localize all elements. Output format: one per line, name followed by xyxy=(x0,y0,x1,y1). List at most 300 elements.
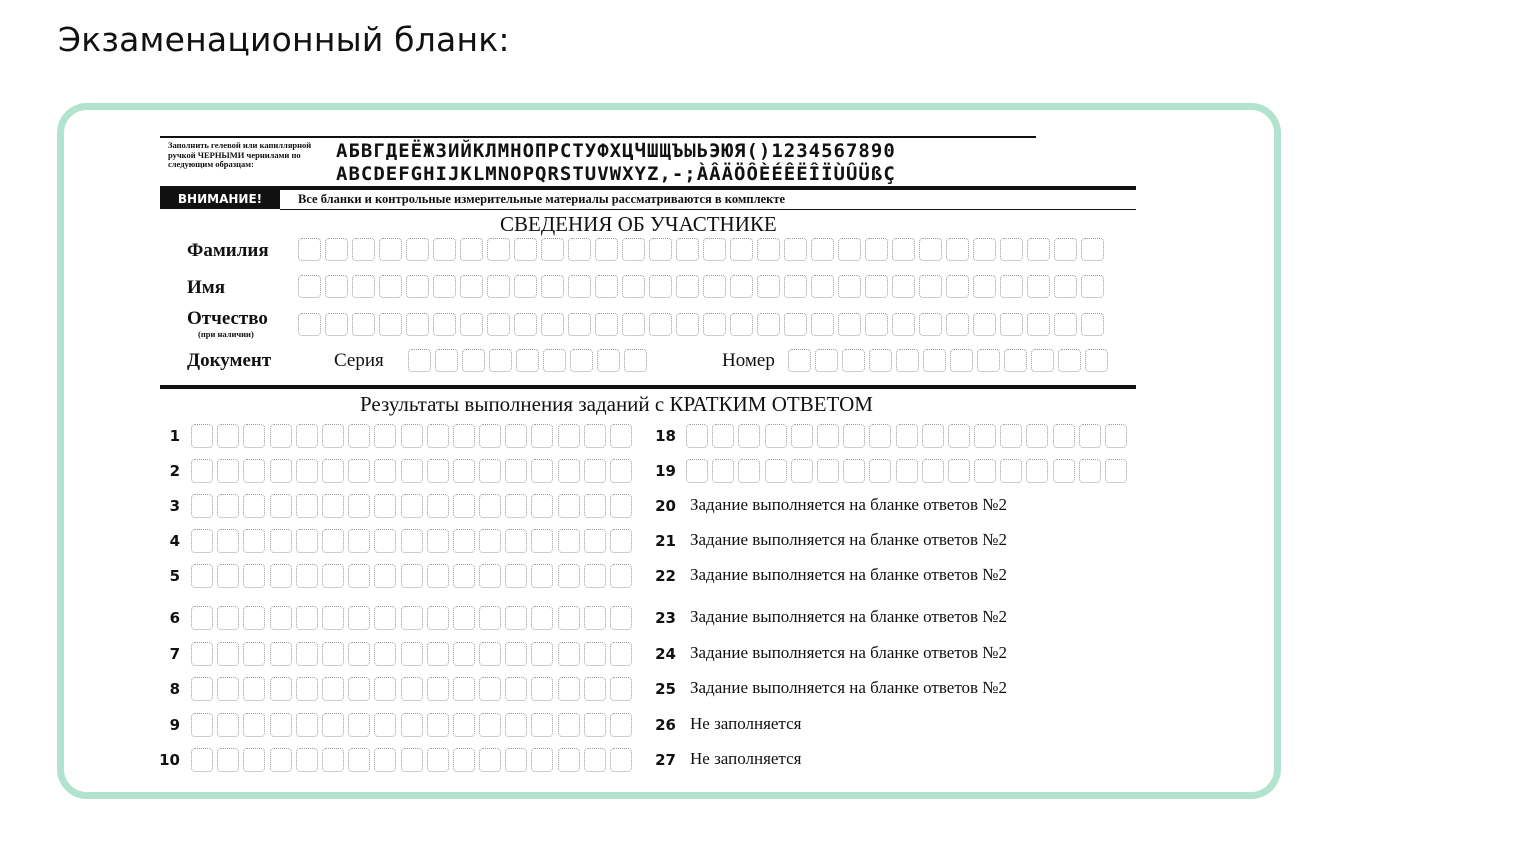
answer-cell[interactable] xyxy=(505,713,527,737)
answer-cell[interactable] xyxy=(479,459,501,483)
answer-cell[interactable] xyxy=(296,642,318,666)
letter-cell[interactable] xyxy=(487,275,510,298)
answer-cell[interactable] xyxy=(348,494,370,518)
answer-cell[interactable] xyxy=(531,529,553,553)
letter-cell[interactable] xyxy=(973,275,996,298)
answer-cell[interactable] xyxy=(217,459,239,483)
answer-cell[interactable] xyxy=(191,424,213,448)
letter-cell[interactable] xyxy=(649,238,672,261)
answer-cell[interactable] xyxy=(817,424,839,448)
answer-cell[interactable] xyxy=(374,459,396,483)
answer-cell[interactable] xyxy=(479,748,501,772)
answer-field[interactable] xyxy=(191,494,636,518)
letter-cell[interactable] xyxy=(649,313,672,336)
answer-field[interactable] xyxy=(191,424,636,448)
answer-cell[interactable] xyxy=(296,677,318,701)
answer-cell[interactable] xyxy=(505,642,527,666)
letter-cell[interactable] xyxy=(1000,313,1023,336)
answer-cell[interactable] xyxy=(270,748,292,772)
answer-cell[interactable] xyxy=(374,677,396,701)
answer-cell[interactable] xyxy=(922,459,944,483)
answer-cell[interactable] xyxy=(584,494,606,518)
letter-cell[interactable] xyxy=(1081,275,1104,298)
letter-cell[interactable] xyxy=(973,238,996,261)
letter-cell[interactable] xyxy=(838,313,861,336)
answer-cell[interactable] xyxy=(817,459,839,483)
answer-cell[interactable] xyxy=(296,529,318,553)
letter-cell[interactable] xyxy=(460,238,483,261)
letter-cell[interactable] xyxy=(730,313,753,336)
answer-cell[interactable] xyxy=(453,494,475,518)
answer-cell[interactable] xyxy=(738,459,760,483)
answer-field[interactable] xyxy=(191,642,636,666)
answer-cell[interactable] xyxy=(453,713,475,737)
answer-cell[interactable] xyxy=(270,459,292,483)
answer-cell[interactable] xyxy=(584,459,606,483)
answer-cell[interactable] xyxy=(243,677,265,701)
letter-cell[interactable] xyxy=(703,275,726,298)
answer-cell[interactable] xyxy=(1026,424,1048,448)
answer-cell[interactable] xyxy=(531,564,553,588)
letter-cell[interactable] xyxy=(676,238,699,261)
answer-cell[interactable] xyxy=(610,713,632,737)
answer-cell[interactable] xyxy=(791,459,813,483)
answer-cell[interactable] xyxy=(712,459,734,483)
letter-cell[interactable] xyxy=(1004,349,1027,372)
letter-cell[interactable] xyxy=(676,275,699,298)
letter-cell[interactable] xyxy=(865,275,888,298)
letter-cell[interactable] xyxy=(595,313,618,336)
answer-cell[interactable] xyxy=(453,529,475,553)
letter-cell[interactable] xyxy=(622,313,645,336)
letter-cell[interactable] xyxy=(892,238,915,261)
letter-cell[interactable] xyxy=(919,275,942,298)
answer-cell[interactable] xyxy=(296,606,318,630)
answer-cell[interactable] xyxy=(1079,424,1101,448)
letter-cell[interactable] xyxy=(597,349,620,372)
answer-cell[interactable] xyxy=(505,424,527,448)
answer-cell[interactable] xyxy=(558,606,580,630)
answer-cell[interactable] xyxy=(374,642,396,666)
answer-cell[interactable] xyxy=(243,529,265,553)
answer-cell[interactable] xyxy=(584,748,606,772)
answer-cell[interactable] xyxy=(610,494,632,518)
answer-cell[interactable] xyxy=(531,424,553,448)
answer-cell[interactable] xyxy=(948,459,970,483)
answer-field[interactable] xyxy=(191,529,636,553)
answer-cell[interactable] xyxy=(374,606,396,630)
answer-cell[interactable] xyxy=(558,677,580,701)
answer-cell[interactable] xyxy=(270,529,292,553)
answer-cell[interactable] xyxy=(348,529,370,553)
letter-cell[interactable] xyxy=(757,313,780,336)
letter-cell[interactable] xyxy=(433,275,456,298)
answer-field[interactable] xyxy=(686,424,1131,448)
answer-cell[interactable] xyxy=(243,748,265,772)
answer-cell[interactable] xyxy=(479,529,501,553)
letter-cell[interactable] xyxy=(622,275,645,298)
answer-cell[interactable] xyxy=(427,713,449,737)
answer-cell[interactable] xyxy=(610,564,632,588)
answer-cell[interactable] xyxy=(348,606,370,630)
letter-cell[interactable] xyxy=(811,313,834,336)
answer-cell[interactable] xyxy=(191,529,213,553)
answer-cell[interactable] xyxy=(296,424,318,448)
answer-cell[interactable] xyxy=(453,564,475,588)
answer-cell[interactable] xyxy=(191,494,213,518)
patronymic-field[interactable] xyxy=(298,313,1108,336)
answer-field[interactable] xyxy=(191,713,636,737)
letter-cell[interactable] xyxy=(946,238,969,261)
answer-field[interactable] xyxy=(191,459,636,483)
letter-cell[interactable] xyxy=(784,313,807,336)
letter-cell[interactable] xyxy=(352,313,375,336)
answer-field[interactable] xyxy=(191,677,636,701)
answer-cell[interactable] xyxy=(243,642,265,666)
answer-cell[interactable] xyxy=(479,564,501,588)
answer-cell[interactable] xyxy=(243,459,265,483)
letter-cell[interactable] xyxy=(784,275,807,298)
answer-cell[interactable] xyxy=(453,748,475,772)
letter-cell[interactable] xyxy=(784,238,807,261)
answer-cell[interactable] xyxy=(505,677,527,701)
answer-cell[interactable] xyxy=(427,677,449,701)
answer-cell[interactable] xyxy=(584,606,606,630)
letter-cell[interactable] xyxy=(325,313,348,336)
letter-cell[interactable] xyxy=(892,313,915,336)
answer-cell[interactable] xyxy=(479,424,501,448)
answer-cell[interactable] xyxy=(401,642,423,666)
answer-cell[interactable] xyxy=(191,677,213,701)
letter-cell[interactable] xyxy=(298,275,321,298)
number-field[interactable] xyxy=(788,349,1112,372)
answer-cell[interactable] xyxy=(374,424,396,448)
answer-cell[interactable] xyxy=(243,606,265,630)
answer-cell[interactable] xyxy=(610,748,632,772)
answer-cell[interactable] xyxy=(348,459,370,483)
answer-cell[interactable] xyxy=(270,642,292,666)
answer-cell[interactable] xyxy=(427,606,449,630)
answer-cell[interactable] xyxy=(531,459,553,483)
letter-cell[interactable] xyxy=(570,349,593,372)
answer-cell[interactable] xyxy=(505,564,527,588)
letter-cell[interactable] xyxy=(462,349,485,372)
letter-cell[interactable] xyxy=(433,238,456,261)
answer-cell[interactable] xyxy=(531,748,553,772)
letter-cell[interactable] xyxy=(1000,238,1023,261)
letter-cell[interactable] xyxy=(352,238,375,261)
answer-cell[interactable] xyxy=(243,564,265,588)
letter-cell[interactable] xyxy=(1058,349,1081,372)
letter-cell[interactable] xyxy=(1054,313,1077,336)
letter-cell[interactable] xyxy=(1027,238,1050,261)
answer-cell[interactable] xyxy=(374,494,396,518)
letter-cell[interactable] xyxy=(892,275,915,298)
letter-cell[interactable] xyxy=(788,349,811,372)
letter-cell[interactable] xyxy=(865,238,888,261)
answer-cell[interactable] xyxy=(479,494,501,518)
letter-cell[interactable] xyxy=(298,238,321,261)
letter-cell[interactable] xyxy=(1054,238,1077,261)
letter-cell[interactable] xyxy=(379,275,402,298)
letter-cell[interactable] xyxy=(568,275,591,298)
answer-cell[interactable] xyxy=(322,748,344,772)
answer-field[interactable] xyxy=(191,564,636,588)
answer-cell[interactable] xyxy=(974,424,996,448)
surname-field[interactable] xyxy=(298,238,1108,261)
answer-cell[interactable] xyxy=(401,606,423,630)
answer-cell[interactable] xyxy=(531,642,553,666)
answer-cell[interactable] xyxy=(558,424,580,448)
answer-cell[interactable] xyxy=(322,424,344,448)
answer-cell[interactable] xyxy=(296,748,318,772)
answer-cell[interactable] xyxy=(270,494,292,518)
answer-cell[interactable] xyxy=(348,564,370,588)
letter-cell[interactable] xyxy=(516,349,539,372)
answer-cell[interactable] xyxy=(243,424,265,448)
answer-cell[interactable] xyxy=(217,424,239,448)
letter-cell[interactable] xyxy=(379,313,402,336)
answer-cell[interactable] xyxy=(610,424,632,448)
answer-cell[interactable] xyxy=(191,642,213,666)
answer-cell[interactable] xyxy=(427,642,449,666)
answer-cell[interactable] xyxy=(427,459,449,483)
answer-cell[interactable] xyxy=(531,606,553,630)
answer-cell[interactable] xyxy=(791,424,813,448)
answer-cell[interactable] xyxy=(479,713,501,737)
answer-cell[interactable] xyxy=(479,642,501,666)
answer-cell[interactable] xyxy=(401,529,423,553)
letter-cell[interactable] xyxy=(514,275,537,298)
answer-cell[interactable] xyxy=(401,459,423,483)
answer-cell[interactable] xyxy=(296,713,318,737)
answer-cell[interactable] xyxy=(948,424,970,448)
answer-cell[interactable] xyxy=(531,713,553,737)
answer-cell[interactable] xyxy=(453,677,475,701)
answer-cell[interactable] xyxy=(217,677,239,701)
answer-cell[interactable] xyxy=(191,564,213,588)
letter-cell[interactable] xyxy=(622,238,645,261)
answer-cell[interactable] xyxy=(1000,459,1022,483)
answer-cell[interactable] xyxy=(584,424,606,448)
answer-cell[interactable] xyxy=(401,564,423,588)
answer-cell[interactable] xyxy=(869,424,891,448)
letter-cell[interactable] xyxy=(298,313,321,336)
letter-cell[interactable] xyxy=(865,313,888,336)
answer-cell[interactable] xyxy=(610,642,632,666)
answer-cell[interactable] xyxy=(505,494,527,518)
answer-cell[interactable] xyxy=(322,529,344,553)
answer-cell[interactable] xyxy=(584,713,606,737)
letter-cell[interactable] xyxy=(946,313,969,336)
letter-cell[interactable] xyxy=(730,238,753,261)
answer-cell[interactable] xyxy=(374,748,396,772)
letter-cell[interactable] xyxy=(514,313,537,336)
answer-cell[interactable] xyxy=(843,424,865,448)
answer-cell[interactable] xyxy=(610,677,632,701)
letter-cell[interactable] xyxy=(406,275,429,298)
letter-cell[interactable] xyxy=(460,313,483,336)
name-field[interactable] xyxy=(298,275,1108,298)
answer-cell[interactable] xyxy=(401,677,423,701)
answer-cell[interactable] xyxy=(427,529,449,553)
letter-cell[interactable] xyxy=(923,349,946,372)
answer-cell[interactable] xyxy=(191,606,213,630)
answer-cell[interactable] xyxy=(322,677,344,701)
answer-cell[interactable] xyxy=(558,494,580,518)
answer-cell[interactable] xyxy=(374,529,396,553)
answer-cell[interactable] xyxy=(765,424,787,448)
answer-cell[interactable] xyxy=(243,494,265,518)
answer-cell[interactable] xyxy=(427,424,449,448)
answer-cell[interactable] xyxy=(531,494,553,518)
letter-cell[interactable] xyxy=(676,313,699,336)
answer-cell[interactable] xyxy=(296,459,318,483)
letter-cell[interactable] xyxy=(568,313,591,336)
letter-cell[interactable] xyxy=(950,349,973,372)
letter-cell[interactable] xyxy=(568,238,591,261)
letter-cell[interactable] xyxy=(514,238,537,261)
answer-cell[interactable] xyxy=(270,606,292,630)
answer-cell[interactable] xyxy=(348,642,370,666)
answer-cell[interactable] xyxy=(270,713,292,737)
answer-cell[interactable] xyxy=(217,713,239,737)
series-field[interactable] xyxy=(408,349,651,372)
letter-cell[interactable] xyxy=(896,349,919,372)
answer-cell[interactable] xyxy=(1105,424,1127,448)
answer-field[interactable] xyxy=(191,748,636,772)
letter-cell[interactable] xyxy=(977,349,1000,372)
answer-cell[interactable] xyxy=(505,748,527,772)
answer-cell[interactable] xyxy=(1079,459,1101,483)
answer-cell[interactable] xyxy=(558,564,580,588)
answer-cell[interactable] xyxy=(401,494,423,518)
letter-cell[interactable] xyxy=(757,238,780,261)
answer-cell[interactable] xyxy=(479,606,501,630)
letter-cell[interactable] xyxy=(1027,275,1050,298)
answer-cell[interactable] xyxy=(584,564,606,588)
answer-cell[interactable] xyxy=(610,606,632,630)
letter-cell[interactable] xyxy=(595,275,618,298)
answer-cell[interactable] xyxy=(558,459,580,483)
letter-cell[interactable] xyxy=(489,349,512,372)
answer-cell[interactable] xyxy=(322,642,344,666)
letter-cell[interactable] xyxy=(1081,238,1104,261)
letter-cell[interactable] xyxy=(1027,313,1050,336)
answer-cell[interactable] xyxy=(270,564,292,588)
answer-cell[interactable] xyxy=(1105,459,1127,483)
letter-cell[interactable] xyxy=(406,313,429,336)
letter-cell[interactable] xyxy=(842,349,865,372)
answer-cell[interactable] xyxy=(270,677,292,701)
answer-cell[interactable] xyxy=(243,713,265,737)
answer-cell[interactable] xyxy=(584,529,606,553)
answer-cell[interactable] xyxy=(453,606,475,630)
answer-cell[interactable] xyxy=(322,606,344,630)
answer-cell[interactable] xyxy=(296,494,318,518)
letter-cell[interactable] xyxy=(703,238,726,261)
answer-cell[interactable] xyxy=(558,748,580,772)
answer-cell[interactable] xyxy=(191,713,213,737)
answer-cell[interactable] xyxy=(270,424,292,448)
answer-cell[interactable] xyxy=(738,424,760,448)
answer-cell[interactable] xyxy=(322,494,344,518)
answer-cell[interactable] xyxy=(217,494,239,518)
letter-cell[interactable] xyxy=(649,275,672,298)
answer-cell[interactable] xyxy=(843,459,865,483)
answer-cell[interactable] xyxy=(374,564,396,588)
letter-cell[interactable] xyxy=(541,275,564,298)
answer-cell[interactable] xyxy=(322,459,344,483)
answer-cell[interactable] xyxy=(1053,424,1075,448)
letter-cell[interactable] xyxy=(703,313,726,336)
letter-cell[interactable] xyxy=(406,238,429,261)
answer-cell[interactable] xyxy=(217,529,239,553)
answer-cell[interactable] xyxy=(1026,459,1048,483)
letter-cell[interactable] xyxy=(352,275,375,298)
letter-cell[interactable] xyxy=(433,313,456,336)
answer-cell[interactable] xyxy=(584,642,606,666)
letter-cell[interactable] xyxy=(1031,349,1054,372)
letter-cell[interactable] xyxy=(487,238,510,261)
answer-cell[interactable] xyxy=(348,713,370,737)
letter-cell[interactable] xyxy=(757,275,780,298)
answer-cell[interactable] xyxy=(322,564,344,588)
answer-cell[interactable] xyxy=(217,564,239,588)
answer-cell[interactable] xyxy=(869,459,891,483)
answer-cell[interactable] xyxy=(505,606,527,630)
answer-cell[interactable] xyxy=(610,529,632,553)
letter-cell[interactable] xyxy=(487,313,510,336)
answer-cell[interactable] xyxy=(531,677,553,701)
answer-cell[interactable] xyxy=(1053,459,1075,483)
answer-cell[interactable] xyxy=(479,677,501,701)
letter-cell[interactable] xyxy=(1085,349,1108,372)
letter-cell[interactable] xyxy=(408,349,431,372)
letter-cell[interactable] xyxy=(543,349,566,372)
letter-cell[interactable] xyxy=(541,313,564,336)
letter-cell[interactable] xyxy=(811,238,834,261)
answer-cell[interactable] xyxy=(191,459,213,483)
letter-cell[interactable] xyxy=(946,275,969,298)
letter-cell[interactable] xyxy=(1054,275,1077,298)
answer-cell[interactable] xyxy=(896,424,918,448)
letter-cell[interactable] xyxy=(838,275,861,298)
letter-cell[interactable] xyxy=(919,313,942,336)
answer-cell[interactable] xyxy=(505,459,527,483)
letter-cell[interactable] xyxy=(325,238,348,261)
answer-cell[interactable] xyxy=(348,677,370,701)
answer-field[interactable] xyxy=(686,459,1131,483)
answer-cell[interactable] xyxy=(217,606,239,630)
letter-cell[interactable] xyxy=(624,349,647,372)
letter-cell[interactable] xyxy=(815,349,838,372)
letter-cell[interactable] xyxy=(838,238,861,261)
answer-cell[interactable] xyxy=(217,748,239,772)
letter-cell[interactable] xyxy=(919,238,942,261)
answer-cell[interactable] xyxy=(401,748,423,772)
letter-cell[interactable] xyxy=(595,238,618,261)
answer-cell[interactable] xyxy=(896,459,918,483)
answer-cell[interactable] xyxy=(453,642,475,666)
answer-cell[interactable] xyxy=(217,642,239,666)
letter-cell[interactable] xyxy=(869,349,892,372)
answer-cell[interactable] xyxy=(610,459,632,483)
answer-cell[interactable] xyxy=(401,424,423,448)
answer-cell[interactable] xyxy=(427,564,449,588)
answer-cell[interactable] xyxy=(686,459,708,483)
answer-cell[interactable] xyxy=(322,713,344,737)
